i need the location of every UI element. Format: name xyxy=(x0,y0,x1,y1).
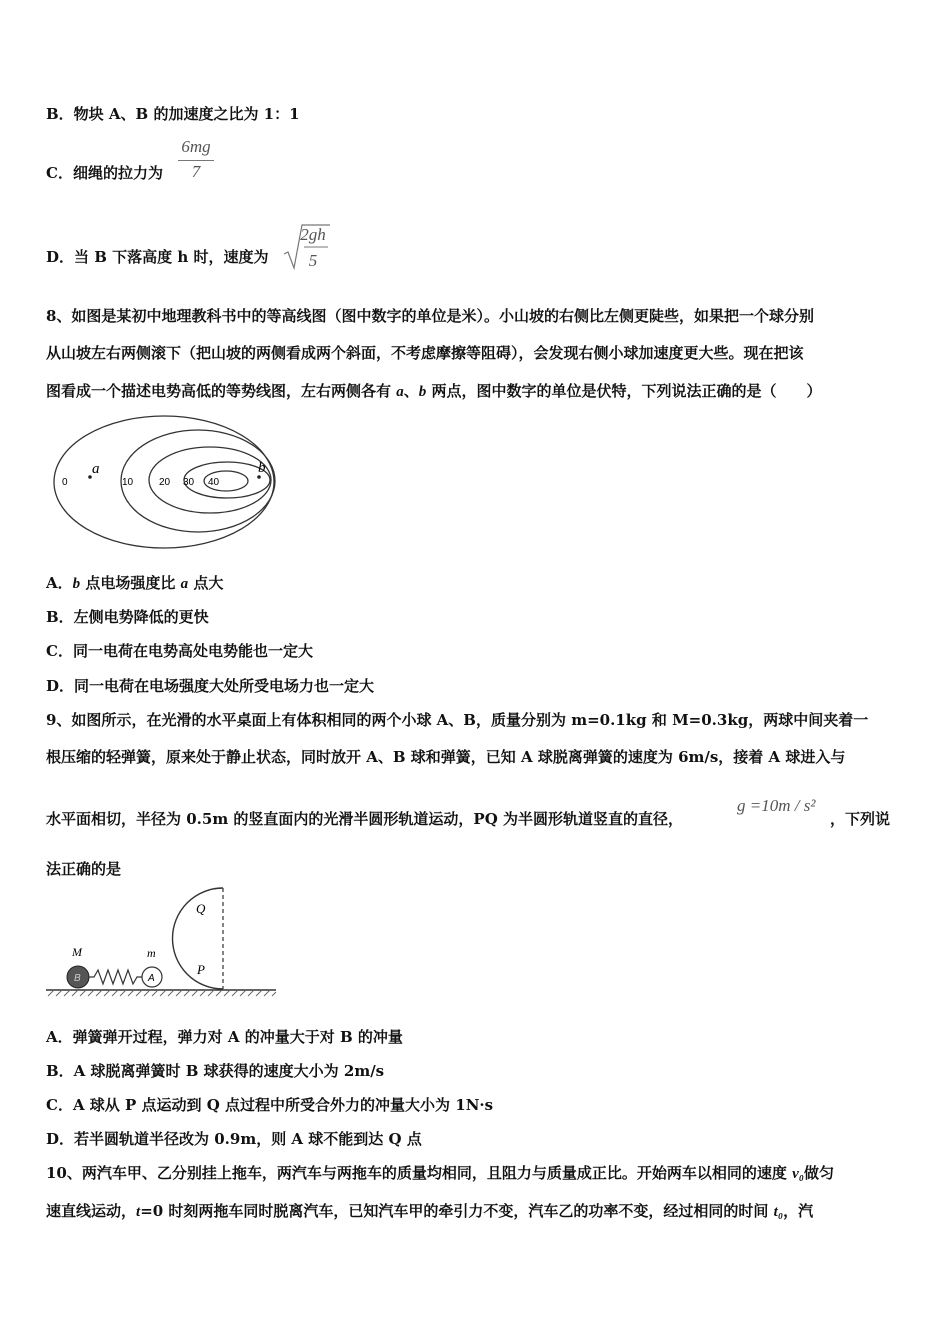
q8-option-a-2: 点电场强度比 xyxy=(80,574,181,592)
q9-stem-line3 xyxy=(46,808,683,829)
ball-a-label: A xyxy=(148,973,155,984)
q9-gravity-formula: g =10m / s² xyxy=(737,796,816,815)
label-0: 0 xyxy=(62,477,68,488)
ground-hatching xyxy=(48,990,276,996)
label-10: 10 xyxy=(122,477,134,488)
label-30: 30 xyxy=(183,477,195,488)
q10-stem-line1-b: 做匀 xyxy=(804,1164,835,1182)
label-P: P xyxy=(197,962,205,977)
q7-d-numerator: 2gh xyxy=(300,225,326,244)
q8-stem-line3-c: 两点，图中数字的单位是伏特，下列说法正确的是（ ） xyxy=(426,382,822,400)
label-m: m xyxy=(147,946,156,960)
q9-option-d: D．若半圆轨道半径改为 0.9m，则 A 球不能到达 Q 点 xyxy=(46,1130,422,1148)
q7-option-d-text: D．当 B 下落高度 h 时，速度为 xyxy=(46,248,269,266)
q10-stem-line1-a: 10、两汽车甲、乙分别挂上拖车，两汽车与两拖车的质量均相同，且阻力与质量成正比。开始两车以相同的速度 xyxy=(46,1164,793,1182)
q9-stem-line1: 9、如图所示，在光滑的水平桌面上有体积相同的两个小球 A、B，质量分别为 m=0.1kg 和 M=0.3kg，两球中间夹着一 xyxy=(46,711,869,729)
q8-option-c: C．同一电荷在电势高处电势能也一定大 xyxy=(46,642,313,660)
q8-var-b: b xyxy=(418,384,427,400)
q8-stem-line3-b: 、 xyxy=(403,382,419,400)
q8-option-a-1: A． xyxy=(46,574,73,592)
q8-option-a xyxy=(46,572,223,593)
q9-stem-line4: 法正确的是 xyxy=(46,860,122,878)
q8-stem-line3-a: 图看成一个描述电势高低的等势线图，左右两侧各有 xyxy=(46,382,397,400)
q9-track-figure xyxy=(44,884,280,1000)
q10-var-v0: v₀ xyxy=(792,1166,804,1182)
q7-c-numerator: 6mg xyxy=(181,137,211,156)
label-Q: Q xyxy=(196,901,206,916)
q10-stem-line1 xyxy=(46,1162,834,1183)
q8-equipotential-figure xyxy=(50,412,280,554)
q9-option-b: B．A 球脱离弹簧时 B 球获得的速度大小为 2m/s xyxy=(46,1062,385,1080)
q10-stem-line2-c: ，汽 xyxy=(783,1202,814,1220)
q10-stem-line2-a: 速直线运动， xyxy=(46,1202,137,1220)
label-40: 40 xyxy=(208,477,220,488)
q7-option-c-text: C．细绳的拉力为 xyxy=(46,164,163,182)
q7-c-fraction-bar xyxy=(178,160,214,161)
q7-c-denominator: 7 xyxy=(191,162,201,181)
q7-option-d xyxy=(46,246,268,267)
q7-option-b: B．物块 A、B 的加速度之比为 1：1 xyxy=(46,105,300,123)
q9-stem-line2: 根压缩的轻弹簧，原来处于静止状态，同时放开 A、B 球和弹簧，已知 A 球脱离弹簧的速度为 6m/s，接着 A 球进入与 xyxy=(46,748,846,766)
q8-option-a-var-a: a xyxy=(180,576,189,592)
q9-option-c: C．A 球从 P 点运动到 Q 点过程中所受合外力的冲量大小为 1N·s xyxy=(46,1096,494,1114)
q8-var-a: a xyxy=(396,384,404,400)
point-a-label: a xyxy=(92,461,100,477)
q8-stem-line2: 从山坡左右两侧滚下（把山坡的两侧看成两个斜面，不考虑摩擦等阻碍），会发现右侧小球加速度更大些。现在把该 xyxy=(46,344,804,362)
q8-option-d: D．同一电荷在电场强度大处所受电场力也一定大 xyxy=(46,677,375,695)
q10-var-t: t xyxy=(136,1204,141,1220)
q7-option-c xyxy=(46,162,163,183)
spring xyxy=(89,970,142,984)
q9-stem-line3-end: ，下列说 xyxy=(830,810,891,828)
q10-stem-line2-b: =0 时刻两拖车同时脱离汽车，已知汽车甲的牵引力不变，汽车乙的功率不变，经过相同的时间 xyxy=(140,1202,774,1220)
q8-option-a-3: 点大 xyxy=(188,574,224,592)
ball-b-label: B xyxy=(74,973,81,984)
q10-var-t0: t₀ xyxy=(773,1204,784,1220)
contour-10 xyxy=(121,430,275,532)
q7-d-denominator: 5 xyxy=(308,251,318,270)
q8-stem-line1: 8、如图是某初中地理教科书中的等高线图（图中数字的单位是米）。小山坡的右侧比左侧更陡些，如果把一个球分别 xyxy=(46,307,814,325)
q8-stem-line3 xyxy=(46,380,821,401)
q8-option-b: B．左侧电势降低的更快 xyxy=(46,608,209,626)
label-20: 20 xyxy=(159,477,171,488)
label-M: M xyxy=(72,945,82,959)
q8-option-a-var-b: b xyxy=(72,576,81,592)
point-b-label: b xyxy=(258,460,266,476)
q9-stem-line3-text: 水平面相切，半径为 0.5m 的竖直面内的光滑半圆形轨道运动，PQ 为半圆形轨道竖直的直径， xyxy=(46,810,683,828)
q10-stem-line2 xyxy=(46,1200,813,1221)
q9-option-a: A．弹簧弹开过程，弹力对 A 的冲量大于对 B 的冲量 xyxy=(46,1028,403,1046)
